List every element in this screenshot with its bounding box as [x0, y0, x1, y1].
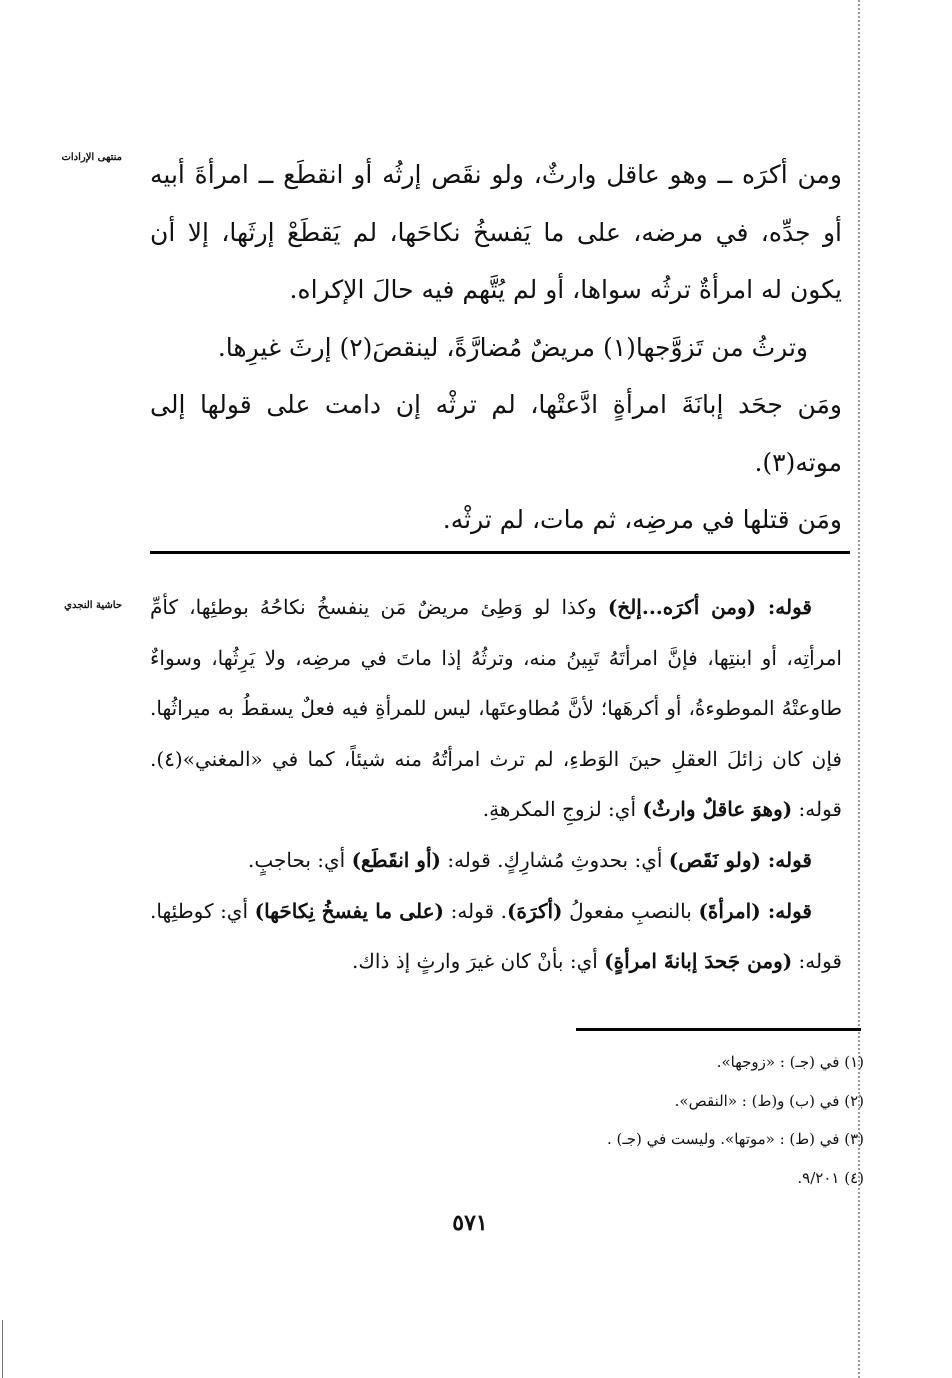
commentary-text: أي: بحاجبٍ. — [247, 847, 352, 872]
margin-label-matn: منتهى الإرادات — [61, 152, 122, 163]
hashiya-paragraph — [150, 582, 842, 835]
page-number: ٥٧١ — [452, 1210, 488, 1236]
margin-label-hashiya: حاشية النجدي — [64, 600, 122, 611]
commentary-text: أي: بحدوثِ مُشارِكٍ. قوله: — [440, 847, 669, 872]
quoted-phrase: (أكرَهَ) — [507, 898, 563, 923]
footnote: (٣) في (ط) : «موتها». وليست في (جـ) . — [606, 1130, 864, 1148]
quoted-phrase: قوله: (ومن أكرَه...إلخ) — [607, 595, 812, 619]
quoted-phrase: (على ما يفسخُ نِكاحَها) — [254, 898, 444, 923]
commentary-text: . قوله: — [444, 898, 507, 923]
hashiya-text — [150, 582, 842, 987]
quoted-phrase: (ومن جَحدَ إبانةَ امرأةٍ) — [604, 949, 793, 974]
commentary-text: وكذا لو وَطِئ مريضٌ مَن ينفسخُ نكاحُهُ بوطئِها، كأمِّ امرأتِه، أو ابنتِها، فإنَّ امرأتَهُ تَبِينُ منه، وترثُهُ إذا ماتَ في مرضِه، ولا يَرِثُها، وسواءٌ طاوعتْهُ الموطوءةُ، أو أكرهَها؛ لأنَّ مُطاوعتَها، ليس للمرأةِ فيه فعلٌ يسقطُ به ميراثُها. فإن كان زائلَ العقلِ حينَ الوَطءِ، لم ترث امرأتُهُ منه شيئاً، كما في «المغني»(٤). قوله: — [150, 595, 842, 822]
footnote-divider — [576, 1028, 861, 1031]
matn-paragraph: وترثُ من تَزوَّجها(١) مريضٌ مُضارَّةً، لينقصَ(٢) إرثَ غيرِها. — [217, 332, 808, 362]
commentary-text: أي: لزوجِ المكرهةِ. — [482, 797, 643, 822]
hashiya-paragraph — [150, 886, 842, 987]
quoted-phrase: (أو انقَطَع) — [351, 847, 441, 872]
commentary-text: أي: كوطئِها. قوله: — [150, 898, 842, 974]
page-edge-mark — [2, 1320, 3, 1378]
matn-text — [150, 146, 842, 549]
matn-paragraph: ومَن قتلها في مرضِه، ثم مات، لم ترثْه. — [442, 505, 842, 534]
hashiya-paragraph — [150, 835, 842, 886]
commentary-text: بالنصبِ مفعولُ — [562, 898, 699, 923]
matn-paragraph: ومن أكرَه ــ وهو عاقل وارثٌ، ولو نقَص إرثُه أو انقطَع ــ امرأةَ أبيه أو جدِّه، في مرضه، على ما يَفسخُ نكاحَها، لم يَقطَعْ إرثَها، إلا أن يكون له امرأةٌ ترثُه سواها، أو لم يُتَّهم فيه حالَ الإكراه. — [150, 160, 842, 304]
section-divider — [150, 551, 850, 554]
footnote: (٢) في (ب) و(ط) : «النقص». — [674, 1091, 864, 1110]
matn-paragraph: ومَن جحَد إبانَةَ امرأةٍ ادَّعتْها، لم ترثْه إن دامت على قولها إلى موته(٣). — [150, 390, 842, 477]
commentary-text: أي: بأنْ كان غيرَ وارثٍ إذ ذاك. — [352, 949, 605, 974]
quoted-phrase: قوله: (امرأةَ) — [698, 898, 812, 923]
footnotes — [460, 1043, 864, 1197]
quoted-phrase: قوله: (ولو نَقَص) — [668, 847, 812, 872]
quoted-phrase: (وهوَ عاقلٌ وارثٌ) — [642, 797, 793, 822]
footnote: (٤) ٩/٢٠١. — [797, 1168, 864, 1187]
footnote: (١) في (جـ) : «زوجها». — [716, 1053, 864, 1071]
